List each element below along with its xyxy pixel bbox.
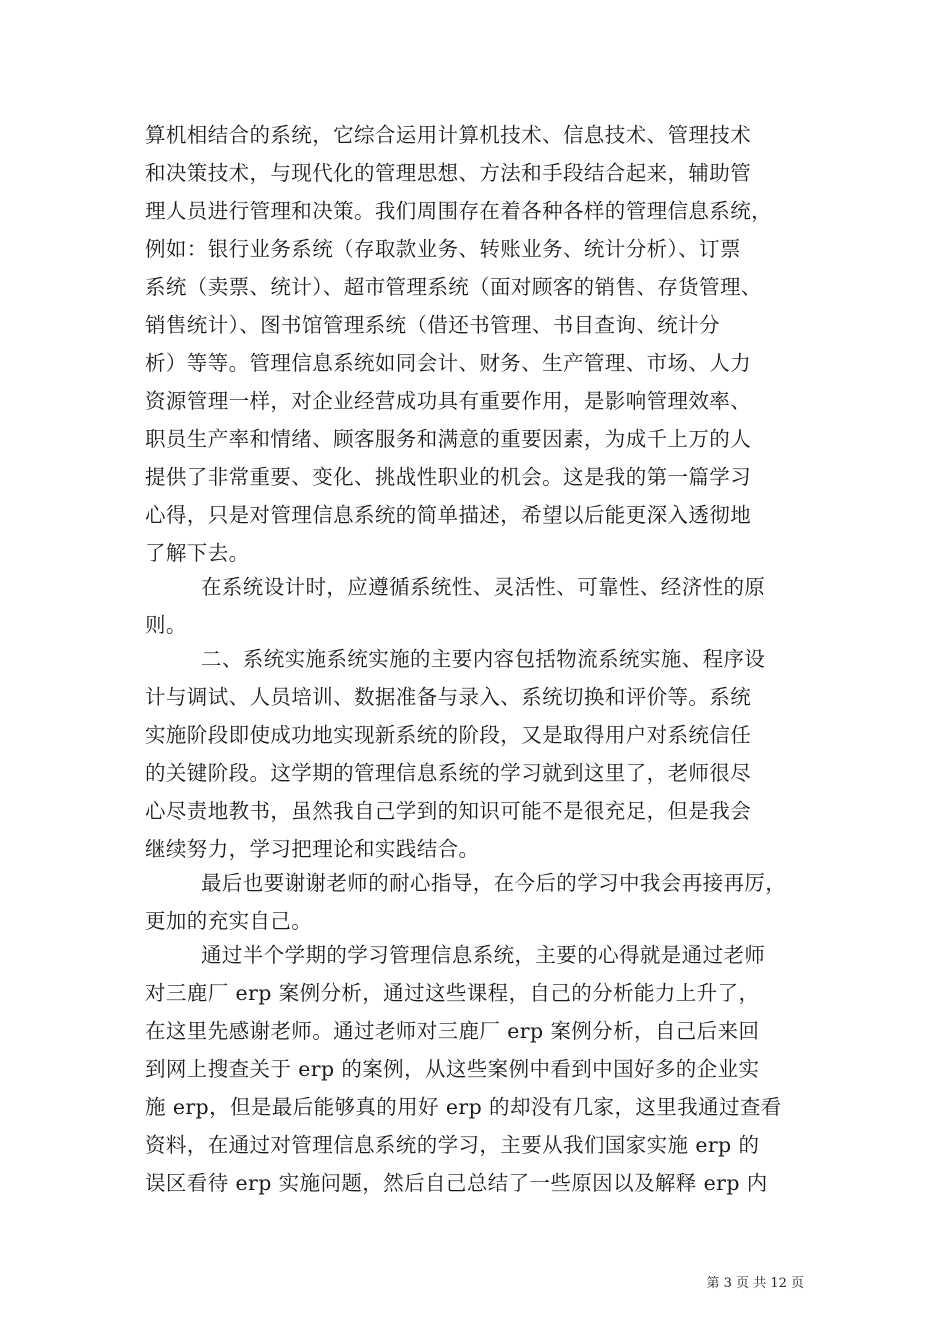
text-line: 继续努力，学习把理论和实践结合。 <box>145 837 480 861</box>
text-line: 心尽责地教书，虽然我自己学到的知识可能不是很充足，但是我会 <box>145 799 752 823</box>
text-line: 算机相结合的系统，它综合运用计算机技术、信息技术、管理技术 <box>145 123 752 147</box>
text-line: 系统（卖票、统计）、超市管理系统（面对顾客的销售、存货管理、 <box>145 275 762 299</box>
text-line: 心得，只是对管理信息系统的简单描述，希望以后能更深入透彻地 <box>145 503 752 527</box>
text-line: 施 erp，但是最后能够真的用好 erp 的却没有几家，这里我通过查看 <box>145 1095 782 1119</box>
text-line: 到网上搜查关于 erp 的案例，从这些案例中看到中国好多的企业实 <box>145 1057 760 1081</box>
text-line: 资源管理一样，对企业经营成功具有重要作用，是影响管理效率、 <box>145 389 752 413</box>
text-line: 例如：银行业务系统（存取款业务、转账业务、统计分析）、订票 <box>145 237 741 261</box>
text-line: 计与调试、人员培训、数据准备与录入、系统切换和评价等。系统 <box>145 685 752 709</box>
text-line: 在这里先感谢老师。通过老师对三鹿厂 erp 案例分析，自己后来回 <box>145 1019 760 1043</box>
text-line: 实施阶段即使成功地实现新系统的阶段，又是取得用户对系统信任 <box>145 723 752 747</box>
text-line: 销售统计）、图书馆管理系统（借还书管理、书目查询、统计分 <box>145 313 720 337</box>
page-number-footer: 第 3 页 共 12 页 <box>706 1276 804 1291</box>
paragraph-start-line: 最后也要谢谢老师的耐心指导，在今后的学习中我会再接再厉， <box>201 871 787 895</box>
text-line: 对三鹿厂 erp 案例分析，通过这些课程，自己的分析能力上升了， <box>145 981 760 1005</box>
text-line: 了解下去。 <box>145 541 250 565</box>
paragraph-start-line: 在系统设计时，应遵循系统性、灵活性、可靠性、经济性的原 <box>201 575 766 599</box>
text-line: 和决策技术，与现代化的管理思想、方法和手段结合起来，辅助管 <box>145 161 752 185</box>
text-line: 误区看待 erp 实施问题，然后自己总结了一些原因以及解释 erp 内 <box>145 1171 768 1195</box>
text-line: 资料，在通过对管理信息系统的学习，主要从我们国家实施 erp 的 <box>145 1133 760 1157</box>
text-line: 职员生产率和情绪、顾客服务和满意的重要因素，为成千上万的人 <box>145 427 752 451</box>
text-line: 理人员进行管理和决策。我们周围存在着各种各样的管理信息系统， <box>145 199 772 223</box>
text-line: 则。 <box>145 613 187 637</box>
paragraph-start-line: 通过半个学期的学习管理信息系统，主要的心得就是通过老师 <box>201 943 766 967</box>
paragraph-start-line: 二、系统实施系统实施的主要内容包括物流系统实施、程序设 <box>201 647 766 671</box>
text-line: 的关键阶段。这学期的管理信息系统的学习就到这里了，老师很尽 <box>145 761 752 785</box>
text-line: 更加的充实自己。 <box>145 909 313 933</box>
text-line: 提供了非常重要、变化、挑战性职业的机会。这是我的第一篇学习 <box>145 465 752 489</box>
text-line: 析）等等。管理信息系统如同会计、财务、生产管理、市场、人力 <box>145 351 752 375</box>
